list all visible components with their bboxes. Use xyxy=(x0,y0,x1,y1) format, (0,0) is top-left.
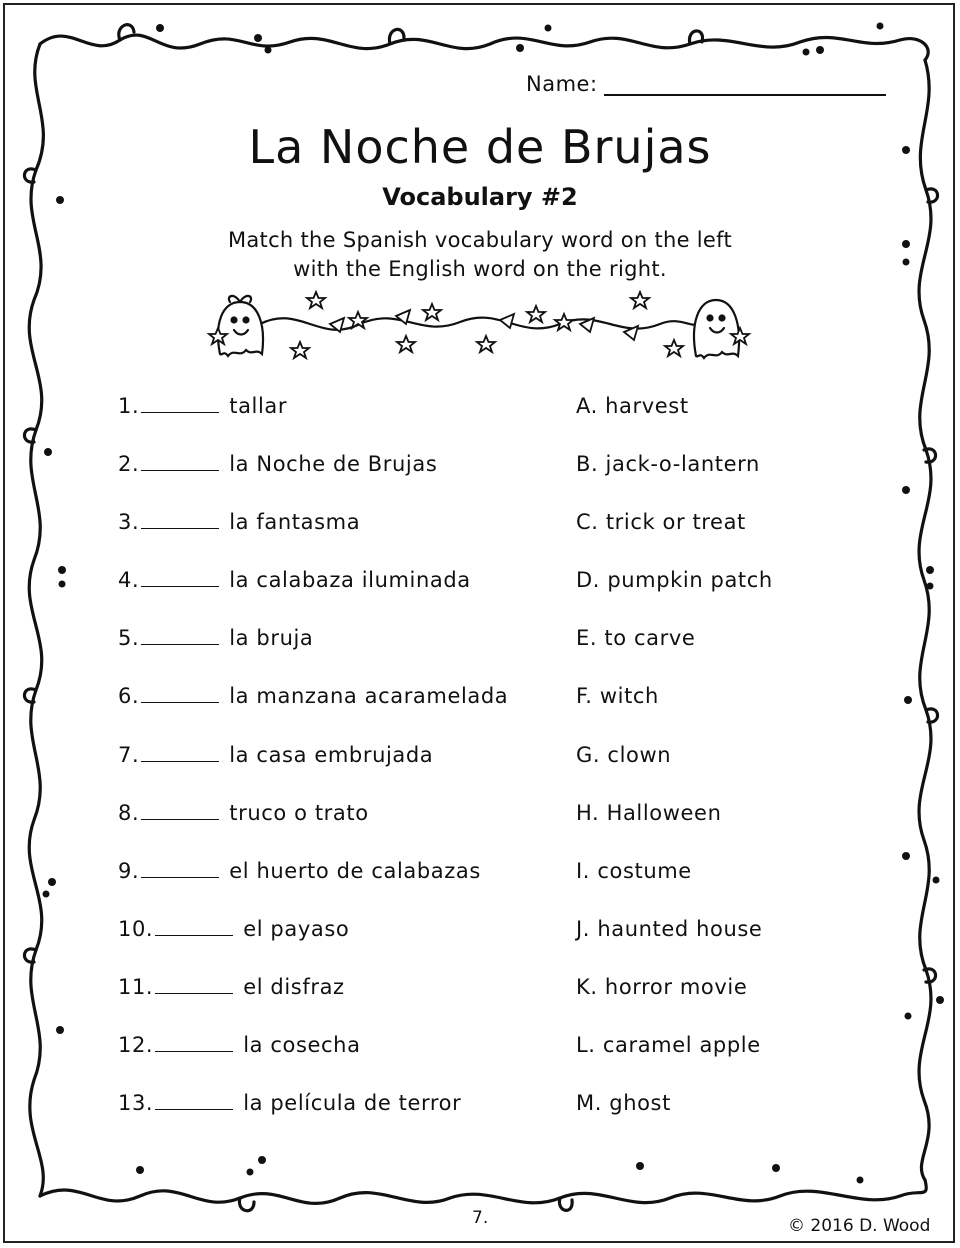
english-word: K. horror movie xyxy=(576,974,748,999)
spanish-word: el huerto de calabazas xyxy=(229,858,481,883)
item-number: 10. xyxy=(118,916,154,941)
instructions-line-2: with the English word on the right. xyxy=(293,257,667,281)
copyright: © 2016 D. Wood xyxy=(788,1216,931,1236)
answer-blank[interactable] xyxy=(141,452,219,471)
name-field[interactable] xyxy=(526,72,886,96)
answer-blank[interactable] xyxy=(155,1091,233,1110)
star-icon xyxy=(631,292,649,308)
list-item xyxy=(118,975,508,1033)
item-number: 3. xyxy=(118,510,140,535)
list-item xyxy=(118,568,508,626)
answer-blank[interactable] xyxy=(141,743,219,762)
candy-corn-icon xyxy=(500,314,514,328)
spanish-word: el disfraz xyxy=(243,974,345,999)
answer-blank[interactable] xyxy=(141,510,219,529)
star-icon xyxy=(665,340,683,356)
list-item xyxy=(118,743,508,801)
list-item xyxy=(118,1091,508,1149)
list-item xyxy=(118,801,508,859)
spanish-word: la película de terror xyxy=(243,1091,462,1116)
answer-blank[interactable] xyxy=(141,684,219,703)
item-number: 2. xyxy=(118,452,140,477)
name-blank-line[interactable] xyxy=(604,72,886,96)
answer-blank[interactable] xyxy=(141,801,219,820)
answer-blank[interactable] xyxy=(141,394,219,413)
page-subtitle: Vocabulary #2 xyxy=(382,183,578,211)
item-number: 12. xyxy=(118,1033,154,1058)
english-word: B. jack-o-lantern xyxy=(576,452,760,477)
spanish-word: la calabaza iluminada xyxy=(229,568,471,593)
english-word: M. ghost xyxy=(576,1091,671,1116)
answer-blank[interactable] xyxy=(141,626,219,645)
english-word: J. haunted house xyxy=(576,916,763,941)
spanish-word: tallar xyxy=(229,394,288,418)
english-word: E. to carve xyxy=(576,626,696,651)
english-word: F. witch xyxy=(576,684,659,709)
star-icon xyxy=(397,336,415,352)
english-word: I. costume xyxy=(576,858,692,883)
list-item xyxy=(118,1033,508,1091)
list-item xyxy=(118,510,508,568)
star-icon xyxy=(555,314,573,330)
english-word-list xyxy=(576,394,773,1149)
item-number: 6. xyxy=(118,684,140,709)
answer-blank[interactable] xyxy=(141,859,219,878)
item-number: 5. xyxy=(118,626,140,651)
ghost-icon xyxy=(694,300,739,358)
instructions-line-1: Match the Spanish vocabulary word on the left xyxy=(227,228,733,252)
spanish-word: la cosecha xyxy=(243,1033,361,1058)
star-icon xyxy=(291,342,309,358)
spanish-word: el payaso xyxy=(243,916,350,941)
item-number: 4. xyxy=(118,568,140,593)
list-item xyxy=(118,452,508,510)
ghost-icon xyxy=(218,296,263,356)
spanish-word: truco o trato xyxy=(229,800,369,825)
spanish-word: la casa embrujada xyxy=(229,742,434,767)
english-word: G. clown xyxy=(576,742,672,767)
english-word: D. pumpkin patch xyxy=(576,568,773,593)
list-item xyxy=(118,917,508,975)
star-icon xyxy=(477,336,495,352)
item-number: 8. xyxy=(118,800,140,825)
star-icon xyxy=(307,292,325,308)
answer-blank[interactable] xyxy=(155,917,233,936)
list-item xyxy=(118,684,508,742)
english-word: A. harvest xyxy=(576,394,689,418)
name-label: Name: xyxy=(526,72,598,96)
english-word: H. Halloween xyxy=(576,800,722,825)
page-number: 7. xyxy=(472,1208,489,1228)
spanish-word-list xyxy=(118,394,508,1149)
spanish-word: la manzana acaramelada xyxy=(229,684,509,709)
star-icon xyxy=(423,304,441,320)
item-number: 13. xyxy=(118,1091,154,1116)
answer-blank[interactable] xyxy=(141,568,219,587)
spanish-word: la fantasma xyxy=(229,510,361,535)
star-icon xyxy=(527,306,545,322)
list-item xyxy=(118,626,508,684)
item-number: 9. xyxy=(118,858,140,883)
spanish-word: la Noche de Brujas xyxy=(229,452,438,477)
page-title: La Noche de Brujas xyxy=(248,120,712,174)
instructions xyxy=(0,226,960,284)
list-item xyxy=(118,394,508,452)
english-word: L. caramel apple xyxy=(576,1033,761,1058)
answer-blank[interactable] xyxy=(155,975,233,994)
item-number: 11. xyxy=(118,974,154,999)
halloween-banner xyxy=(200,284,760,368)
list-item xyxy=(118,859,508,917)
answer-blank[interactable] xyxy=(155,1033,233,1052)
spanish-word: la bruja xyxy=(229,626,314,651)
item-number: 1. xyxy=(118,394,140,418)
english-word: C. trick or treat xyxy=(576,510,746,535)
item-number: 7. xyxy=(118,742,140,767)
